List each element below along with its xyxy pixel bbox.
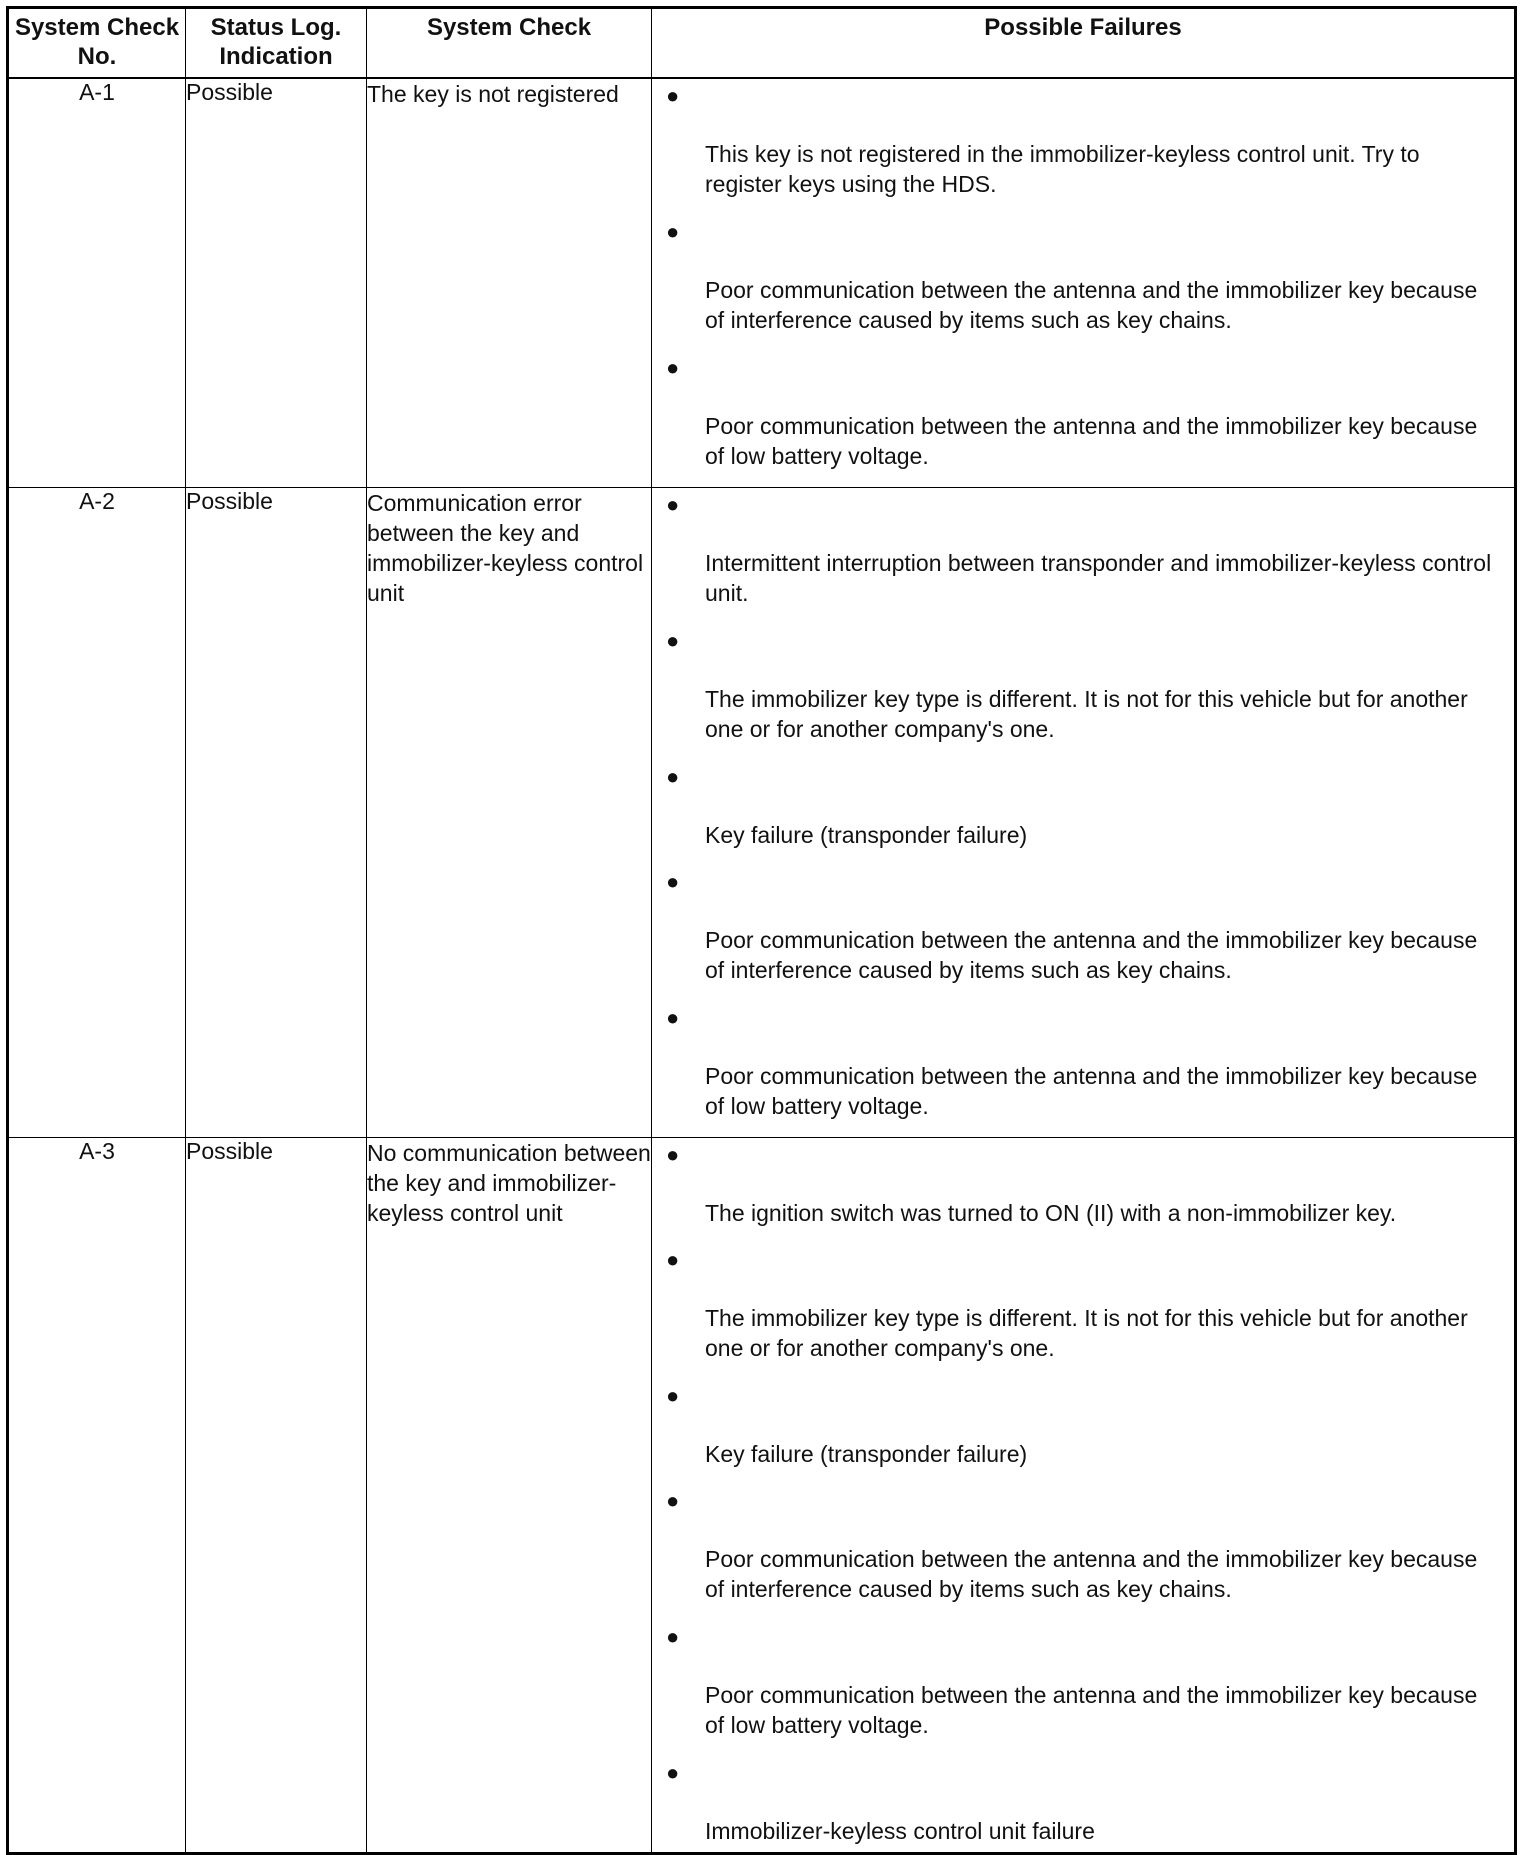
failure-text: Poor communication between the antenna and the immobilizer key because of interference caused by items such as key chains. bbox=[705, 1545, 1478, 1602]
status-log-indication: Possible bbox=[186, 1137, 367, 1853]
bullet-icon: ● bbox=[666, 82, 680, 108]
list-item bbox=[652, 215, 1514, 351]
header-row bbox=[8, 8, 1516, 78]
list-item bbox=[652, 760, 1514, 865]
failure-text: The immobilizer key type is different. It is not for this vehicle but for another one or for another company's one. bbox=[705, 685, 1468, 742]
bullet-icon: ● bbox=[666, 1623, 680, 1649]
header-possible-failures: Possible Failures bbox=[652, 8, 1516, 78]
table-row bbox=[8, 1137, 1516, 1853]
system-check: The key is not registered bbox=[367, 78, 652, 488]
bullet-icon: ● bbox=[666, 1246, 680, 1272]
failure-text: The ignition switch was turned to ON (II) with a non-immobilizer key. bbox=[705, 1199, 1397, 1226]
diagnostic-table bbox=[6, 6, 1517, 1855]
failure-text: Intermittent interruption between transponder and immobilizer-keyless control unit. bbox=[705, 549, 1492, 606]
failure-text: Poor communication between the antenna and the immobilizer key because of interference caused by items such as key chains. bbox=[705, 926, 1478, 983]
system-check-no: A-1 bbox=[8, 78, 186, 488]
failure-text: This key is not registered in the immobilizer-keyless control unit. Try to register keys using the HDS. bbox=[705, 140, 1420, 197]
table-row bbox=[8, 78, 1516, 488]
system-check: Communication error between the key and immobilizer-keyless control unit bbox=[367, 487, 652, 1137]
list-item bbox=[652, 1243, 1514, 1379]
list-item bbox=[652, 1001, 1514, 1137]
failure-list bbox=[652, 488, 1514, 1137]
list-item bbox=[652, 624, 1514, 760]
list-item bbox=[652, 865, 1514, 1001]
list-item bbox=[652, 351, 1514, 487]
bullet-icon: ● bbox=[666, 218, 680, 244]
list-item bbox=[652, 1756, 1514, 1852]
bullet-icon: ● bbox=[666, 1382, 680, 1408]
system-check-no: A-2 bbox=[8, 487, 186, 1137]
header-system-check-no: System Check No. bbox=[8, 8, 186, 78]
failure-text: Poor communication between the antenna and the immobilizer key because of low battery voltage. bbox=[705, 412, 1478, 469]
header-status-log-indication: Status Log. Indication bbox=[186, 8, 367, 78]
bullet-icon: ● bbox=[666, 354, 680, 380]
list-item bbox=[652, 1379, 1514, 1484]
bullet-icon: ● bbox=[666, 1141, 680, 1167]
failure-text: Poor communication between the antenna and the immobilizer key because of low battery voltage. bbox=[705, 1681, 1478, 1738]
possible-failures bbox=[652, 78, 1516, 488]
bullet-icon: ● bbox=[666, 627, 680, 653]
list-item bbox=[652, 1138, 1514, 1243]
failure-text: Key failure (transponder failure) bbox=[705, 821, 1028, 848]
bullet-icon: ● bbox=[666, 1759, 680, 1785]
bullet-icon: ● bbox=[666, 1004, 680, 1030]
system-check: No communication between the key and immobilizer-keyless control unit bbox=[367, 1137, 652, 1853]
system-check-no: A-3 bbox=[8, 1137, 186, 1853]
failure-list bbox=[652, 1138, 1514, 1852]
failure-text: Poor communication between the antenna and the immobilizer key because of low battery voltage. bbox=[705, 1062, 1478, 1119]
failure-text: Poor communication between the antenna and the immobilizer key because of interference caused by items such as key chains. bbox=[705, 276, 1478, 333]
possible-failures bbox=[652, 1137, 1516, 1853]
status-log-indication: Possible bbox=[186, 78, 367, 488]
bullet-icon: ● bbox=[666, 491, 680, 517]
failure-list bbox=[652, 79, 1514, 487]
status-log-indication: Possible bbox=[186, 487, 367, 1137]
list-item bbox=[652, 488, 1514, 624]
failure-text: The immobilizer key type is different. It is not for this vehicle but for another one or for another company's one. bbox=[705, 1304, 1468, 1361]
list-item bbox=[652, 1620, 1514, 1756]
possible-failures bbox=[652, 487, 1516, 1137]
bullet-icon: ● bbox=[666, 868, 680, 894]
failure-text: Key failure (transponder failure) bbox=[705, 1440, 1028, 1467]
table-row bbox=[8, 487, 1516, 1137]
list-item bbox=[652, 1484, 1514, 1620]
bullet-icon: ● bbox=[666, 1487, 680, 1513]
failure-text: Immobilizer-keyless control unit failure bbox=[705, 1817, 1095, 1844]
list-item bbox=[652, 79, 1514, 215]
bullet-icon: ● bbox=[666, 763, 680, 789]
header-system-check: System Check bbox=[367, 8, 652, 78]
